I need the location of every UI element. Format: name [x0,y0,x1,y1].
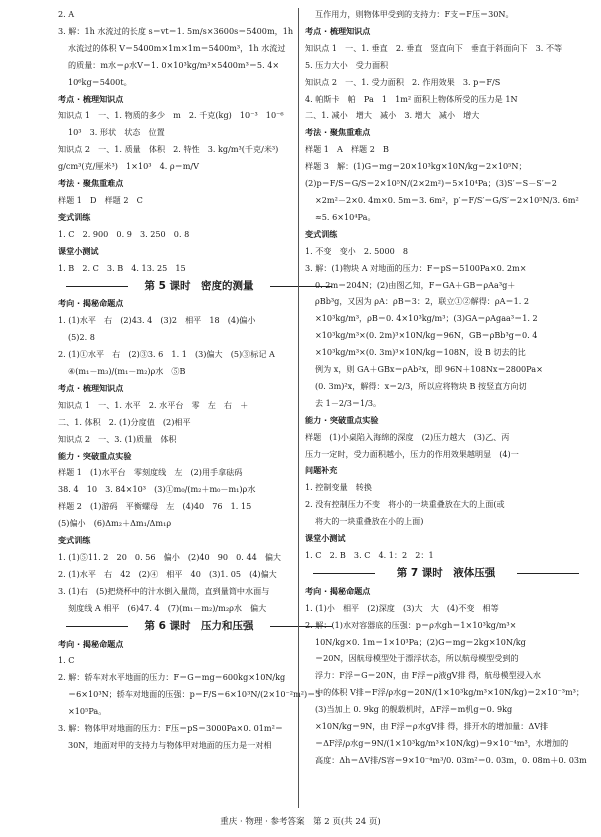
answer-line: g/cm³(克/厘米³) 1×10³ 4. ρ＝m/V [58,161,199,172]
answer-line: 样题 1 A 样题 2 B [305,144,389,155]
answer-line: 2. 解：(1)水对容器底的压强：p＝ρ水gh＝1×10³kg/m³× [305,619,517,630]
section-heading: 考点 · 梳理知识点 [58,382,124,393]
answer-line: 3. 解：(1)物块 A 对地面的压力：F＝pS＝5100Pa×0. 2m× [305,262,527,273]
column-divider [298,8,299,808]
answer-line: (5)2. 8 [68,332,95,343]
page-footer: 重庆 · 物理 · 参考答案 第 2 页(共 24 页) [220,817,381,827]
section-heading: 考向 · 揭秘命题点 [58,298,124,309]
answer-line: 3. 解：物体甲对地面的压力：F压＝pS＝3000Pa×0. 01m²＝ [58,723,283,734]
answer-line: 二、1. 体积 2. (1)分度值 (2)相平 [58,416,191,427]
section-heading: 能力 · 突破重点实验 [58,450,132,461]
answer-line: 浮力：F浮＝G＝20N，由 F浮＝ρ液gV排 得，航母模型浸入水 [315,670,541,681]
answer-line: ＝ΔF浮/ρ水g＝9N/(1×10³kg/m³×10N/kg)＝9×10⁻⁴m³，水增加的 [315,737,569,748]
answer-line: (5)偏小 (6)Δm₂＋Δm₁/Δm₁ρ [58,518,172,529]
answer-line: ＝6×10³N；轿车对地面的压强：p＝F/S＝6×10³N/(2×10⁻²m²)＝3 [68,689,321,700]
answer-line: 2. (1)①水平 右 (2)③3. 6 1. 1 (3)偏大 (5)③标记 A [58,349,275,360]
answer-line: 1. C [58,655,75,666]
answer-line: ④(m₁－m₃)/(m₁－m₂)ρ水 ⑤B [68,366,186,377]
answer-line: (0. 3m)²x，解得：x＝2/3，所以应将物块 B 按竖直方向切 [315,380,527,391]
answer-line: 10⁶kg＝5400t。 [68,76,132,87]
section-heading: 变式训练 [305,228,338,239]
answer-line: ×10N/kg＝9N，由 F浮＝ρ水gV排 得，排开水的增加量：ΔV排 [315,721,549,732]
answer-line: 中的体积 V排＝F浮/ρ水g＝20N/(1×10³kg/m³×10N/kg)＝2×10⁻³m³； [315,687,585,698]
answer-line: 样题 1 D 样题 2 C [58,194,143,205]
answer-line: 0. 2m＝204N；(2)由图乙知，F＝GA＋GB＝ρAa³g＋ [315,279,516,290]
answer-line: ×10³kg/m³×(0. 3m)³×10N/kg＝108N，设 B 切去的比 [315,347,526,358]
answer-line: (3)当加上 0. 9kg 的舰载机时，ΔF浮＝m机g＝0. 9kg [315,704,513,715]
answer-line: ＝20N，因航母模型处于漂浮状态，所以航母模型受到的 [315,653,519,664]
answer-line: 1. C 2. B 3. C 4. 1：2 2：1 [305,550,434,560]
lesson-title: 第 7 课时 液体压强 [305,565,587,582]
answer-line: 压力一定时，受力面积越小，压力的作用效果越明显 (4)一 [305,448,519,459]
answer-line: 样题 3 解：(1)G＝mg＝20×10³kg×10N/kg＝2×10⁵N； [305,161,527,172]
answer-line: 3. (1)右 (5)把烧杯中的汁水倒入量筒，直到量筒中水面与 [58,585,270,596]
answer-line: 高度：Δh＝ΔV排/S容＝9×10⁻⁴m³/0. 03m²＝0. 03m，0. 08m＋0. 03m [315,754,587,765]
answer-line: 知识点 1 一、1. 物质的多少 m 2. 千克(kg) 10⁻³ 10⁻⁶ [58,110,284,121]
answer-line: 知识点 2 一、3. (1)质量 体积 [58,433,177,444]
answer-line: 去 1－2/3＝1/3。 [315,397,382,408]
answer-line: 2. (1)水平 右 42 (2)④ 相平 40 (3)1. 05 (4)偏大 [58,568,277,579]
answer-line: 知识点 2 一、1. 质量 体积 2. 特性 3. kg/m³(千克/米³) [58,144,279,155]
answer-line: 1. (1)⑤11. 2 20 0. 56 偏小 (2)40 90 0. 44 偏大 [58,552,282,562]
answer-line: ×10³kg/m³，ρB＝0. 4×10³kg/m³；(3)GA＝ρAgaa³＝1. 2 [315,313,538,324]
answer-line: 30N，地面对甲的支持力与物体甲对地面的压力是一对相 [68,739,272,750]
section-heading: 课堂小测试 [305,533,346,544]
section-heading: 考向 · 揭秘命题点 [305,585,371,596]
section-heading: 考法 · 聚焦重难点 [58,178,124,189]
section-heading: 能力 · 突破重点实验 [305,414,379,425]
answer-line: 2. 解：轿车对水平地面的压力：F＝G＝mg＝600kg×10N/kg [58,672,286,683]
answer-line: 38. 4 10 3. 84×10³ (3)①m₀/(m₂＋m₀－m₁)ρ水 [58,484,256,495]
section-heading: 考向 · 揭秘命题点 [58,638,124,649]
answer-line: 样题 1 (1)水平台 零刻度线 左 (2)用手拿砝码 [58,467,243,478]
answer-line: 1. C 2. 900 0. 9 3. 250 0. 8 [58,228,190,239]
section-heading: 变式训练 [58,211,91,222]
answer-line: 互作用力，则物体甲受到的支持力：F支＝F压＝30N。 [315,9,514,19]
section-heading: 问题补充 [305,465,338,476]
answer-line: 2. A [58,9,75,19]
section-heading: 课堂小测试 [58,245,99,256]
answer-line: 1. B 2. C 3. B 4. 13. 25 15 [58,262,186,273]
answer-line: 样题 (1)小桌陷入海绵的深度 (2)压力越大 (3)乙、丙 [305,431,510,442]
section-heading: 考点 · 梳理知识点 [58,93,124,104]
answer-line: ×2m²－2×0. 4m×0. 5m＝3. 6m²，p′＝F/S′＝G/S′＝2×10⁵N/3. 6m² [315,194,579,205]
answer-line: 二、1. 减小 增大 减小 3. 增大 减小 增大 [305,110,480,121]
answer-line: 4. 帕斯卡 帕 Pa 1 1m² 面积上物体所受的压力是 1N [305,93,518,104]
answer-line: ×10⁵Pa。 [68,706,107,717]
answer-line: 10³ 3. 形状 状态 位置 [68,127,165,138]
answer-line: 1. 不变 变小 2. 5000 8 [305,245,408,256]
answer-line: 2. 没有控制压力不变 将小的一块重叠放在大的上面(或 [305,499,505,510]
answer-line: 1. 控制变量 转换 [305,482,372,493]
answer-line: 知识点 1 一、1. 水平 2. 水平台 零 左 右 ＋ [58,399,249,410]
answer-line: 5. 压力大小 受力面积 [305,59,389,70]
answer-line: 样题 2 (1)游码 平衡螺母 左 (4)40 76 1. 15 [58,501,252,512]
answer-line: 将大的一块重叠放在小的上面) [315,516,424,527]
answer-line: ×10³kg/m³×(0. 2m)³×10N/kg＝96N，GB＝ρBb³g＝0. 4 [315,330,538,341]
answer-line: 刻度线 A 相平 (6)47. 4 (7)(m₁－m₂)/m₂ρ水 偏大 [68,602,267,613]
answer-line: ρBb³g，又因为 ρA：ρB＝3：2，联立①②解得：ρA＝1. 2 [315,296,530,307]
answer-line: 3. 解：1h 水流过的长度 s＝vt＝1. 5m/s×3600s＝5400m，1h [58,25,294,36]
answer-line: 10N/kg×0. 1m＝1×10³Pa；(2)G＝mg＝2kg×10N/kg [315,636,526,647]
section-heading: 变式训练 [58,535,91,546]
answer-line: 1. (1)水平 右 (2)43. 4 (3)2 相平 18 (4)偏小 [58,315,256,326]
lesson-title: 第 5 课时 密度的测量 [58,278,340,295]
answer-line: 水流过的体积 V＝5400m×1m×1m＝5400m³，1h 水流过 [68,42,286,53]
answer-line: 知识点 2 一、1. 受力面积 2. 作用效果 3. p＝F/S [305,76,501,87]
answer-line: ≈5. 6×10⁴Pa。 [315,211,376,222]
section-heading: 考法 · 聚焦重难点 [305,127,371,138]
section-heading: 考点 · 梳理知识点 [305,25,371,36]
lesson-title: 第 6 课时 压力和压强 [58,618,340,635]
right-column [305,6,587,769]
answer-line: 知识点 1 一、1. 垂直 2. 垂直 竖直向下 垂直于斜面向下 3. 不等 [305,42,563,53]
answer-line: 1. (1)小 相平 (2)深度 (3)大 大 (4)不变 相等 [305,602,499,613]
answer-line: 的质量：m水＝ρ水V＝1. 0×10³kg/m³×5400m³＝5. 4× [68,59,280,70]
answer-line: 例为 x，则 GA＋GBx＝ρAb²x，即 96N＋108Nx＝2800Pa× [315,364,543,375]
answer-line: (2)p＝F/S＝G/S＝2×10⁵N/(2×2m²)＝5×10⁴Pa；(3)S′＝S－S′＝2 [305,178,557,189]
